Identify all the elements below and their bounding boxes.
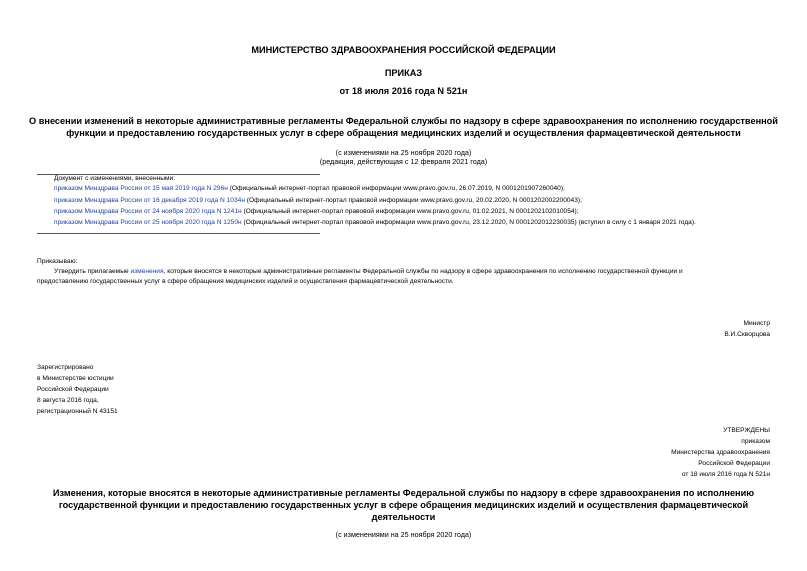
annex-title-line-3: деятельности — [371, 512, 436, 522]
amendment-source: (Официальный интернет-портал правовой информации www.pravo.gov.ru, 20.02.2020, N 0001202002200043); — [244, 197, 582, 204]
amendment-link[interactable]: приказом Минздрава России от 15 мая 2019 года N 296н — [54, 185, 228, 192]
divider-bottom — [37, 233, 320, 234]
ministry-heading: МИНИСТЕРСТВО ЗДРАВООХРАНЕНИЯ РОССИЙСКОЙ ФЕДЕРАЦИИ — [251, 45, 556, 55]
amendments-intro: Документ с изменениями, внесенными: — [54, 175, 176, 182]
registration-line: Зарегистрировано — [37, 364, 94, 371]
amendment-item — [54, 208, 579, 215]
registration-block — [37, 362, 118, 417]
amendment-link[interactable]: приказом Минздрава России от 25 ноября 2020 года N 1250н — [54, 219, 242, 226]
order-word: Приказываю: — [37, 258, 78, 265]
amendment-link[interactable]: приказом Минздрава России от 24 ноября 2020 года N 1241н — [54, 208, 242, 215]
doc-type-heading: ПРИКАЗ — [384, 68, 423, 78]
revision-edition: (редакция, действующая с 12 февраля 2021 года) — [319, 157, 488, 166]
amendment-item — [54, 219, 696, 226]
amendment-source: (Официальный интернет-портал правовой информации www.pravo.gov.ru, 01.02.2021, N 0001202102010054); — [241, 208, 579, 215]
doc-title-line-1: О внесении изменений в некоторые административные регламенты Федеральной службы по надзору в сфере здравоохранения по исполнению государственной — [29, 116, 778, 126]
doc-title-line-2: функции и предоставлению государственных услуг в сфере обращения медицинских изделий и осуществления фармацевтической деятельности — [66, 128, 741, 138]
approval-line: приказом — [741, 438, 770, 445]
amendment-item — [54, 197, 582, 204]
approval-line: УТВЕРЖДЕНЫ — [723, 427, 770, 434]
registration-line: регистрационный N 43151 — [37, 408, 118, 415]
approval-block — [671, 425, 770, 480]
approval-line: от 18 июля 2016 года N 521н — [681, 471, 770, 478]
signature-name: В.И.Скворцова — [724, 331, 770, 338]
approval-line: Министерства здравоохранения — [671, 449, 770, 456]
registration-line: в Министерстве юстиции — [37, 375, 114, 382]
amendment-source: (Официальный интернет-портал правовой информации www.pravo.gov.ru, 23.12.2020, N 0001202012230035) (вступил в силу с 1 января 2021 года). — [241, 219, 696, 226]
doc-date-number: от 18 июля 2016 года N 521н — [339, 86, 468, 96]
annex-title-line-1: Изменения, которые вносятся в некоторые административные регламенты Федеральной службы по надзору в сфере здравоохранения по исполнению — [52, 488, 755, 498]
order-paragraph-line-2: предоставлению государственных услуг в сфере обращения медицинских изделий и осуществления фармацевтической деятельности. — [37, 278, 454, 285]
approval-line: Российской Федерации — [698, 460, 770, 467]
revision-changes: (с изменениями на 25 ноября 2020 года) — [335, 148, 472, 157]
amendment-link[interactable]: приказом Минздрава России от 16 декабря 2019 года N 1034н — [54, 197, 245, 204]
annex-title-line-2: государственной функции и предоставлению государственных услуг в сфере обращения медицинских изделий и осуществления фармацевтической — [58, 500, 749, 510]
changes-link[interactable]: изменения — [130, 268, 164, 275]
signature-position: Министр — [743, 320, 770, 327]
amendment-item — [54, 185, 565, 192]
registration-line: 8 августа 2016 года, — [37, 397, 99, 404]
order-paragraph-line-1: Утвердить прилагаемые изменения, которые вносятся в некоторые административные регламенты Федеральной службы по надзору в сфере здравоохранения по исполнению государственной функции и — [54, 268, 683, 275]
annex-changes: (с изменениями на 25 ноября 2020 года) — [335, 530, 472, 539]
registration-line: Российской Федерации — [37, 386, 109, 393]
amendment-source: (Официальный интернет-портал правовой информации www.pravo.gov.ru, 26.07.2019, N 0001201907260040); — [227, 185, 565, 192]
